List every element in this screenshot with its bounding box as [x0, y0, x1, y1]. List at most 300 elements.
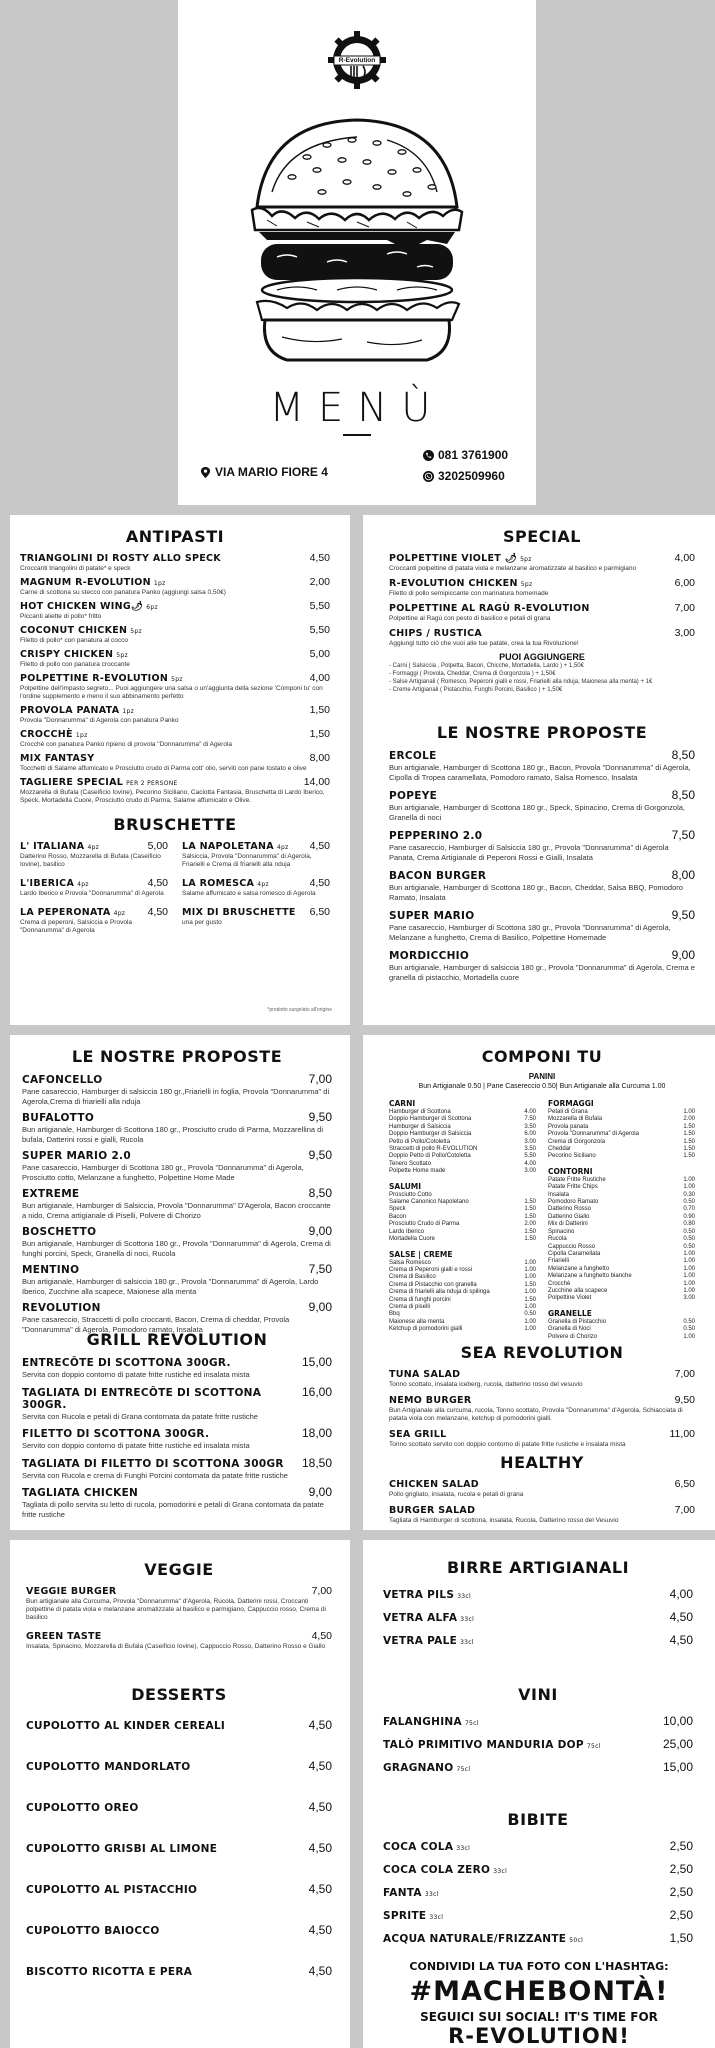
menu-item-row — [389, 1394, 695, 1406]
menu-item-name-text: POLPETTINE R-EVOLUTION — [20, 673, 169, 684]
ingredient-row — [389, 1274, 536, 1281]
ingredient-row — [548, 1229, 695, 1236]
ingredient-name: Crema di Basilico — [389, 1274, 436, 1281]
carni-block — [389, 1099, 536, 1176]
ingredient-name: Petali di Grana — [548, 1109, 588, 1115]
menu-item-name — [26, 1925, 160, 1937]
ingredient-name: Datterino Giallo — [548, 1213, 590, 1220]
menu-item-row — [20, 600, 330, 612]
menu-item-row — [20, 906, 168, 918]
menu-item-name — [389, 578, 532, 589]
menu-item-price: 5,50 — [309, 624, 330, 636]
ingredient-name: Maionese alla menta — [389, 1318, 445, 1325]
menu-item-name — [26, 1761, 190, 1773]
menu-item-price: 9,00 — [308, 1300, 332, 1314]
menu-item-row — [389, 1478, 695, 1490]
ingredient-price: 4.00 — [524, 1109, 536, 1115]
ingredient-row — [548, 1116, 695, 1123]
ingredient-row — [389, 1311, 536, 1318]
ingredient-row — [548, 1199, 695, 1206]
menu-item-qty: 4pz — [87, 844, 100, 851]
ingredient-name: Crema di friarielli alla nduja di spilinga — [389, 1289, 490, 1296]
panini-line: Bun Artigianale 0.50 | Pane Casereccio 0.50| Bun Artigianale alla Curcuma 1.00 — [418, 1083, 666, 1090]
ingredient-row — [389, 1168, 536, 1175]
bibite-section — [383, 1810, 693, 1954]
menu-item-name-text: TUNA SALAD — [389, 1369, 461, 1380]
menu-item-row — [22, 1224, 332, 1238]
menu-item-name-text: LA ROMESCA — [182, 878, 255, 889]
add-ons-title: PUOI AGGIUNGERE — [499, 652, 585, 662]
ingredient-row — [389, 1161, 536, 1168]
menu-item — [389, 627, 695, 648]
menu-item-desc: Bun artigianale, Hamburger di Salsiccia, Provola "Donnarumma" D'Agerola, Bacon croccante a nido, Crema artigianale di Piselli, Polvere di Chorizo — [22, 1201, 331, 1220]
ingredient-row — [548, 1251, 695, 1258]
sea-section — [389, 1343, 695, 1454]
menu-item-price: 4,00 — [669, 1587, 693, 1601]
antipasti-list — [20, 552, 330, 805]
componi-page — [363, 1035, 715, 1530]
menu-item-desc: Bun artigianale, Hamburger di salsiccia 180 gr., Provola "Donnarumma" di Agerola, Lardo Iberico, Zucchine alla scapece, Maionese alla menta — [22, 1277, 319, 1296]
menu-item-name — [383, 1887, 439, 1899]
ingredient-row — [548, 1288, 695, 1295]
menu-item-name — [20, 705, 134, 716]
ingredient-row — [389, 1221, 536, 1228]
menu-item-price: 2,50 — [669, 1908, 693, 1922]
menu-item — [383, 1885, 693, 1899]
ingredient-price: 0.50 — [524, 1311, 536, 1318]
menu-item-qty: 1pz — [153, 580, 166, 587]
ingredient-price: 0.90 — [683, 1213, 695, 1220]
menu-item-name-text: FALANGHINA — [383, 1716, 462, 1728]
ingredient-name: Patate Fritte Rustiche — [548, 1176, 606, 1183]
ingredient-price: 4.00 — [524, 1160, 536, 1167]
ingredient-row — [548, 1236, 695, 1243]
menu-item — [22, 1110, 332, 1144]
menu-item-row — [20, 840, 168, 852]
menu-item-name — [389, 1429, 446, 1440]
healthy-list — [389, 1478, 695, 1525]
birre-title: BIRRE ARTIGIANALI — [446, 1558, 630, 1577]
menu-item-desc: Croccanti triangolini di patate* e speck — [20, 565, 131, 572]
menu-item-row — [22, 1186, 332, 1200]
ingredient-row — [548, 1214, 695, 1221]
menu-item-name — [383, 1716, 479, 1728]
formaggi-list — [548, 1109, 695, 1161]
salse-block — [389, 1250, 536, 1334]
ingredient-name: Cappuccio Rosso — [548, 1243, 596, 1250]
menu-item — [389, 1428, 695, 1449]
menu-item-price: 7,00 — [674, 1368, 695, 1380]
menu-item-price: 25,00 — [662, 1737, 693, 1751]
menu-item-price: 4,50 — [308, 1718, 332, 1732]
menu-item-desc: Tagliata di Hamburger di scottona, insalata, Rucola, Datterino rosso del Vesuvio — [389, 1517, 619, 1524]
ingredient-price: 1.50 — [683, 1146, 695, 1153]
ingredient-row — [389, 1267, 536, 1274]
ingredient-row — [389, 1289, 536, 1296]
menu-item-name-text: COCA COLA ZERO — [383, 1864, 491, 1876]
menu-item — [20, 906, 168, 935]
menu-item-name — [26, 1966, 192, 1978]
ingredient-row — [389, 1153, 536, 1160]
menu-item-row — [20, 624, 330, 636]
menu-item-qty: 5pz — [520, 581, 533, 588]
menu-item-name — [22, 1357, 231, 1369]
menu-item-row — [22, 1426, 332, 1440]
menu-item — [20, 728, 330, 749]
antipasti-section — [20, 527, 330, 808]
ingredient-price: 1.50 — [524, 1199, 536, 1206]
menu-item-row — [383, 1839, 693, 1853]
ingredient-row — [548, 1319, 695, 1326]
menu-item-name-text: TAGLIERE SPECIAL — [20, 777, 124, 788]
formaggi-block — [548, 1099, 695, 1161]
menu-item-name-text: HOT CHICKEN WING🌶 — [20, 601, 144, 612]
menu-item-row — [182, 906, 330, 918]
menu-item-name — [22, 1458, 284, 1470]
menu-item-name-text: CUPOLOTTO AL PISTACCHIO — [26, 1884, 198, 1896]
menu-item — [383, 1737, 693, 1751]
menu-item-price: 18,50 — [301, 1455, 332, 1470]
menu-item-qty: 1pz — [122, 708, 135, 715]
salumi-list — [389, 1192, 536, 1244]
componi-columns — [389, 1099, 695, 1347]
ingredient-price: 1.00 — [683, 1250, 695, 1257]
menu-item-name — [383, 1933, 583, 1945]
ingredient-name: Polpettine Violet — [548, 1295, 592, 1302]
menu-item-qty: 1pz — [75, 732, 88, 739]
contorni-title: CONTORNI — [548, 1166, 593, 1176]
ingredient-name: Lardo Iberico — [389, 1228, 425, 1235]
menu-item-price: 4,50 — [309, 877, 330, 889]
ingredient-row — [548, 1146, 695, 1153]
veggie-title: VEGGIE — [144, 1560, 214, 1579]
menu-item-name — [383, 1635, 474, 1647]
panini-title: PANINI — [528, 1072, 556, 1081]
grill-title: GRILL REVOLUTION — [86, 1330, 268, 1349]
contorni-block — [548, 1167, 695, 1303]
menu-item-name-text: CHICKEN SALAD — [389, 1479, 479, 1490]
menu-item-desc: Aggiungi tutto ciò che vuoi alle tue patate, crea la tua Rivoluzione! — [389, 640, 579, 647]
menu-title: MENÙ — [269, 385, 445, 431]
menu-item-name — [383, 1612, 474, 1624]
ingredient-price: 1.00 — [683, 1333, 695, 1340]
menu-item-price: 6,50 — [309, 906, 330, 918]
menu-item-name — [389, 553, 532, 564]
ingredient-row — [389, 1116, 536, 1123]
menu-item-price: 8,50 — [671, 788, 695, 802]
carni-title: CARNI — [389, 1099, 416, 1108]
menu-item-name-text: BUFALOTTO — [22, 1112, 95, 1124]
menu-item-price: 2,50 — [669, 1839, 693, 1853]
proposte-section-1 — [389, 723, 695, 988]
menu-item-row — [26, 1841, 332, 1855]
ingredient-row — [548, 1184, 695, 1191]
menu-item-row — [389, 1428, 695, 1440]
salse-list — [389, 1260, 536, 1334]
menu-item-name — [22, 1112, 94, 1124]
componi-col-right — [548, 1099, 695, 1347]
ingredient-row — [389, 1139, 536, 1146]
menu-item — [20, 648, 330, 669]
menu-item-price: 9,50 — [674, 1394, 695, 1406]
menu-item-row — [383, 1862, 693, 1876]
menu-item-qty: 33cl — [424, 1891, 439, 1898]
menu-item-desc: Filetto di pollo semipiccante con marinatura homemade — [389, 590, 549, 597]
ingredient-name: Crema di Peperoni gialli e rossi — [389, 1266, 473, 1273]
menu-item-qty: 33cl — [460, 1616, 475, 1623]
menu-item-qty: 6pz — [146, 604, 158, 611]
menu-item-desc: Pollo grigliato, insalata, rucola e petali di grana — [389, 1491, 524, 1498]
menu-item-row — [22, 1300, 332, 1314]
menu-item — [22, 1426, 332, 1451]
proposte-list-1 — [389, 748, 695, 982]
panini-header — [389, 1072, 695, 1091]
menu-item-qty: 75cl — [586, 1743, 601, 1750]
ingredient-name: Melanzane a funghetto bianche — [548, 1273, 632, 1280]
menu-item-name-text: ACQUA NATURALE/FRIZZANTE — [383, 1933, 567, 1945]
menu-item-row — [22, 1148, 332, 1162]
ingredient-row — [548, 1192, 695, 1199]
menu-item-row — [22, 1355, 332, 1369]
salse-title: SALSE | CREME — [389, 1249, 453, 1259]
ingredient-price: 1.00 — [524, 1274, 536, 1281]
menu-item-name-text: SUPER MARIO 2.0 — [22, 1150, 131, 1162]
menu-item — [22, 1485, 332, 1519]
componi-col-left — [389, 1099, 536, 1347]
menu-item-price: 8,50 — [671, 748, 695, 762]
menu-item-desc: Pane casareccio, Hamburger di Scottona 180 gr., Provola "Donnarumma" di Agerola, Melanzane a funghetto, Crema di Basilico, Polpettine Homemade — [389, 923, 671, 942]
birre-list — [383, 1587, 693, 1647]
ingredient-row — [548, 1177, 695, 1184]
phone-row-2[interactable] — [423, 466, 508, 487]
menu-item-row — [182, 840, 330, 852]
ingredient-name: Bacon — [389, 1213, 407, 1220]
ingredient-price: 1.00 — [524, 1326, 536, 1333]
menu-item-desc: Bun artigianale, Hamburger di Scottona 180 gr., Prosciutto crudo di Parma, Mozzarellina di bufala, Datterini rossi e gialli, Rucola — [22, 1125, 323, 1144]
frozen-note: *prodotto surgelato all'origine — [267, 1007, 332, 1013]
ingredient-price: 1.00 — [683, 1273, 695, 1280]
menu-item-price: 11,00 — [669, 1428, 695, 1440]
ingredient-price: 3.00 — [524, 1168, 536, 1175]
veggie-page — [10, 1540, 350, 2048]
desserts-list — [26, 1718, 332, 1978]
menu-item-row — [20, 752, 330, 764]
ingredient-name: Straccetti di pollo R-EVOLUTION — [389, 1146, 478, 1153]
menu-item-row — [389, 908, 695, 922]
special-page — [363, 515, 715, 1025]
menu-item-desc: Lardo Iberico e Provola "Donnarumma" di Agerola — [20, 890, 164, 897]
ingredient-price: 1.00 — [683, 1258, 695, 1265]
ingredient-price: 1.50 — [524, 1228, 536, 1235]
ingredient-row — [548, 1244, 695, 1251]
desserts-title: DESSERTS — [131, 1685, 227, 1704]
ingredient-row — [389, 1229, 536, 1236]
menu-item — [26, 1841, 332, 1855]
menu-item-name-text: GRAGNANO — [383, 1762, 454, 1774]
menu-item-price: 6,50 — [674, 1478, 695, 1490]
menu-item — [389, 1394, 695, 1423]
menu-item-desc: Servita con doppio contorno di patate fritte rustiche ed insalata mista — [22, 1370, 250, 1379]
menu-item-name — [22, 1150, 131, 1162]
menu-item-name — [383, 1739, 601, 1751]
menu-item-qty: 33cl — [493, 1868, 508, 1875]
menu-item — [20, 776, 330, 805]
menu-item-name-text: VETRA PALE — [383, 1635, 458, 1647]
menu-item-desc: Tocchetti di Salame affumicato e Prosciutto crudo di Parma cott' olio, serviti con pane tostato e olive — [20, 765, 307, 772]
menu-item — [389, 868, 695, 902]
special-title: SPECIAL — [503, 527, 581, 546]
granelle-list — [548, 1319, 695, 1341]
ingredient-price: 0.50 — [683, 1318, 695, 1325]
menu-item-row — [26, 1718, 332, 1732]
menu-item — [389, 1368, 695, 1389]
ingredient-name: Granella di Noci — [548, 1326, 591, 1333]
proposte-page — [10, 1035, 350, 1530]
ingredient-row — [389, 1109, 536, 1116]
add-on-line: - Formaggi ( Provola, Cheddar, Crema di Gorgonzola ) + 1,50€ — [389, 671, 556, 677]
ingredient-name: Hamburger di Salsiccia — [389, 1123, 451, 1130]
proposte-section-2 — [22, 1047, 332, 1338]
ingredient-row — [548, 1334, 695, 1341]
menu-item-name-text: BURGER SALAD — [389, 1505, 476, 1516]
ingredient-name: Tenero Scottato — [389, 1160, 432, 1167]
menu-item — [26, 1882, 332, 1896]
menu-item-name — [26, 1884, 197, 1896]
ingredient-name: Melanzane a funghetto — [548, 1265, 610, 1272]
ingredient-name: Crema di funghi porcini — [389, 1296, 451, 1303]
menu-item-desc: Bun Artigianale alla curcuma, rucola, Tonno scottato, Provola "Donnarumma" d'Agerola, Schiacciata di patata viola con melanzane, ketchup di pomodorini gialli. — [389, 1407, 683, 1422]
menu-item-name — [22, 1188, 79, 1200]
menu-item-name — [26, 1843, 217, 1855]
ingredient-name: Hamburger di Scottona — [389, 1109, 451, 1115]
ingredient-name: Rucola — [548, 1236, 567, 1243]
menu-item-price: 9,50 — [671, 908, 695, 922]
menu-item-row — [383, 1885, 693, 1899]
ingredient-row — [389, 1124, 536, 1131]
menu-item-row — [383, 1633, 693, 1647]
menu-item-price: 4,50 — [308, 1964, 332, 1978]
menu-item-desc: Bun artigianale, Hamburger di salsiccia 180 gr., Provola "Donnarumma" di Agerola, Crema e granella di pistacchio, Mortadella cuore — [389, 963, 695, 982]
ingredient-price: 1.00 — [683, 1287, 695, 1294]
menu-item-row — [389, 828, 695, 842]
menu-item-qty: 33cl — [460, 1639, 474, 1646]
menu-item — [20, 704, 330, 725]
birre-section — [383, 1558, 693, 1656]
menu-item — [182, 906, 330, 935]
sea-title: SEA REVOLUTION — [460, 1343, 624, 1362]
ingredient-price: 1.50 — [524, 1296, 536, 1303]
menu-item-name — [182, 841, 289, 852]
ingredient-price: 1.00 — [524, 1303, 536, 1310]
ingredient-name: Insalata — [548, 1191, 570, 1198]
menu-item-desc: Servito con doppio contorno di patate fritte rustiche ed insalata mista — [22, 1441, 250, 1450]
menu-item-row — [383, 1610, 693, 1624]
ingredient-row — [389, 1236, 536, 1243]
menu-item — [383, 1587, 693, 1601]
menu-item-name — [20, 907, 125, 918]
menu-item-price: 4,50 — [309, 552, 330, 564]
menu-item-name — [389, 830, 482, 842]
menu-item-row — [20, 552, 330, 564]
ingredient-row — [548, 1281, 695, 1288]
menu-item-name-text: GREEN TASTE — [26, 1631, 102, 1642]
menu-item-name — [383, 1910, 443, 1922]
ingredient-price: 1.50 — [683, 1138, 695, 1145]
special-list — [389, 552, 695, 648]
menu-item-row — [389, 788, 695, 802]
menu-item-name — [20, 601, 158, 612]
menu-item — [22, 1148, 332, 1182]
menu-item-desc: Datterino Rosso, Mozzarella di Bufala (Caseificio Iovine), basilico — [20, 853, 161, 868]
ingredient-row — [389, 1192, 536, 1199]
menu-item — [22, 1262, 332, 1296]
menu-item-row — [26, 1630, 332, 1642]
menu-item-name-text: CROCCHÈ — [20, 729, 73, 740]
menu-item-name — [389, 603, 590, 614]
menu-item-name-text: PEPPERINO 2.0 — [389, 830, 483, 842]
menu-item-row — [20, 576, 330, 588]
menu-item-desc: Filetto di pollo* con panatura al cocco — [20, 637, 129, 644]
contorni-list — [548, 1177, 695, 1303]
ingredient-price: 1.50 — [524, 1281, 536, 1288]
ingredient-price: 1.00 — [524, 1318, 536, 1325]
menu-item — [383, 1908, 693, 1922]
menu-item-name-text: CUPOLOTTO MANDORLATO — [26, 1761, 191, 1773]
menu-item-row — [389, 577, 695, 589]
menu-item-row — [26, 1923, 332, 1937]
share-hashtag: #MACHEBONTÀ! — [409, 1976, 669, 2007]
menu-item-name — [22, 1226, 96, 1238]
share-line-1: CONDIVIDI LA TUA FOTO CON L'HASHTAG: — [409, 1960, 669, 1973]
componi-title: COMPONI TU — [481, 1047, 603, 1066]
menu-item-name — [389, 790, 437, 802]
menu-item-qty: 4pz — [113, 910, 126, 917]
ingredient-row — [389, 1146, 536, 1153]
menu-item-row — [389, 1368, 695, 1380]
veggie-list — [26, 1585, 332, 1651]
menu-item-name-text: EXTREME — [22, 1188, 80, 1200]
address-text: VIA MARIO FIORE 4 — [215, 465, 328, 479]
menu-item-desc: Crocchè con panatura Panko ripieno di provola "Donnarumma" di Agerola — [20, 741, 233, 748]
salumi-title: SALUMI — [389, 1181, 422, 1191]
menu-item-price: 4,50 — [308, 1882, 332, 1896]
menu-item-qty: 4pz — [77, 881, 89, 888]
menu-item-row — [389, 1504, 695, 1516]
menu-item-name-text: BOSCHETTO — [22, 1226, 97, 1238]
menu-item-price: 9,00 — [308, 1224, 332, 1238]
menu-item-row — [389, 627, 695, 639]
ingredient-price: 1.50 — [524, 1206, 536, 1213]
phone-row-1[interactable] — [423, 445, 508, 466]
ingredient-price: 0.50 — [683, 1326, 695, 1333]
ingredient-price: 2.00 — [683, 1116, 695, 1123]
add-on-line: - Creme Artigianali ( Pistacchio, Funghi Porcini, Basilico ) + 1,50€ — [389, 687, 563, 693]
menu-item-name-text: TAGLIATA DI FILETTO DI SCOTTONA 300GR — [22, 1457, 284, 1470]
menu-item — [26, 1585, 332, 1622]
ingredient-row — [389, 1326, 536, 1333]
menu-item-price: 7,50 — [671, 828, 695, 842]
menu-item-desc: Bun artigianale, Hamburger di Scottona 180 gr., Bacon, Cheddar, Salsa BBQ, Pomodoro Ramato, Insalata — [389, 883, 683, 902]
menu-item — [22, 1224, 332, 1258]
menu-item-desc: Croccanti polpettine di patata viola e melanzane aromatizzate al basilico e parmigiano — [389, 565, 637, 572]
menu-item-desc: Carne di scottona su stecco con panatura Panko (aggiungi salsa 0,50€) — [20, 589, 226, 596]
ingredient-row — [548, 1124, 695, 1131]
menu-item-row — [20, 776, 330, 788]
menu-item-name — [389, 950, 469, 962]
proposte-list-2 — [22, 1072, 332, 1334]
menu-item-desc: Bun artigianale alla Curcuma, Provola "Donnarumma" d'Agerola, Rucola, Datterini rossi, Croccanti polpettine di patata viola e melanzane aromatizzate al basilico e parmigiano, Cappuccio rosso, Crema di basilico — [26, 1598, 326, 1621]
ingredient-price: 3.00 — [683, 1295, 695, 1302]
